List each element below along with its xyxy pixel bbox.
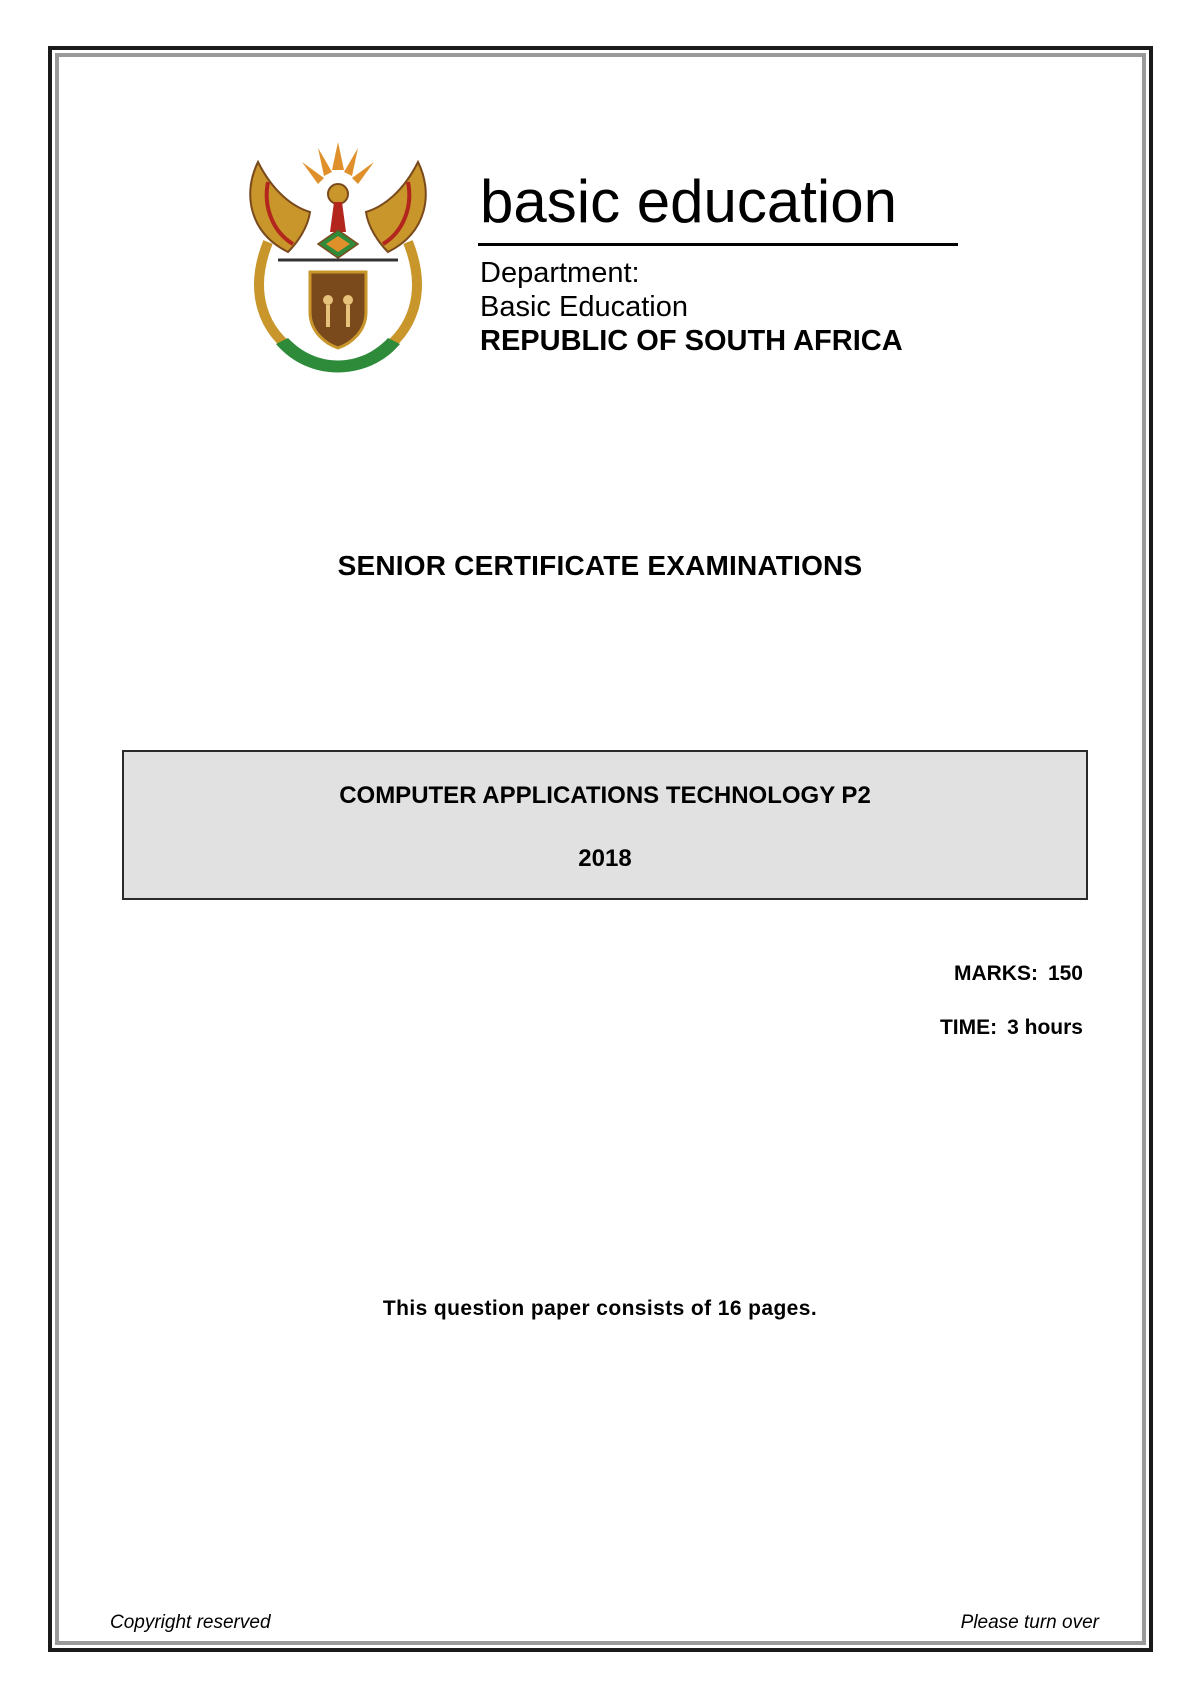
rising-sun xyxy=(302,142,374,184)
marks-label: MARKS: xyxy=(953,962,1038,985)
shield xyxy=(310,272,366,348)
left-wing xyxy=(250,162,310,252)
brand-title: basic education xyxy=(480,168,897,235)
subject-year: 2018 xyxy=(578,845,632,872)
department-label: Department: xyxy=(480,257,640,289)
time-label: TIME: xyxy=(939,1016,998,1039)
brand-rule xyxy=(478,243,958,246)
coat-of-arms-icon xyxy=(238,132,438,382)
subject-name: COMPUTER APPLICATIONS TECHNOLOGY P2 xyxy=(339,782,871,809)
page-count-note: This question paper consists of 16 pages. xyxy=(382,1297,818,1320)
time-line xyxy=(940,1016,1083,1040)
exam-title: SENIOR CERTIFICATE EXAMINATIONS xyxy=(337,550,863,581)
right-wing xyxy=(366,162,426,252)
footer-turn-over: Please turn over xyxy=(960,1612,1099,1633)
footer-copyright: Copyright reserved xyxy=(110,1612,271,1633)
department-name: Basic Education xyxy=(480,291,688,323)
marks-line xyxy=(954,962,1083,986)
subject-box xyxy=(122,750,1088,900)
time-value: 3 hours xyxy=(1007,1016,1083,1039)
country-name: REPUBLIC OF SOUTH AFRICA xyxy=(480,325,903,357)
marks-value: 150 xyxy=(1047,962,1083,985)
